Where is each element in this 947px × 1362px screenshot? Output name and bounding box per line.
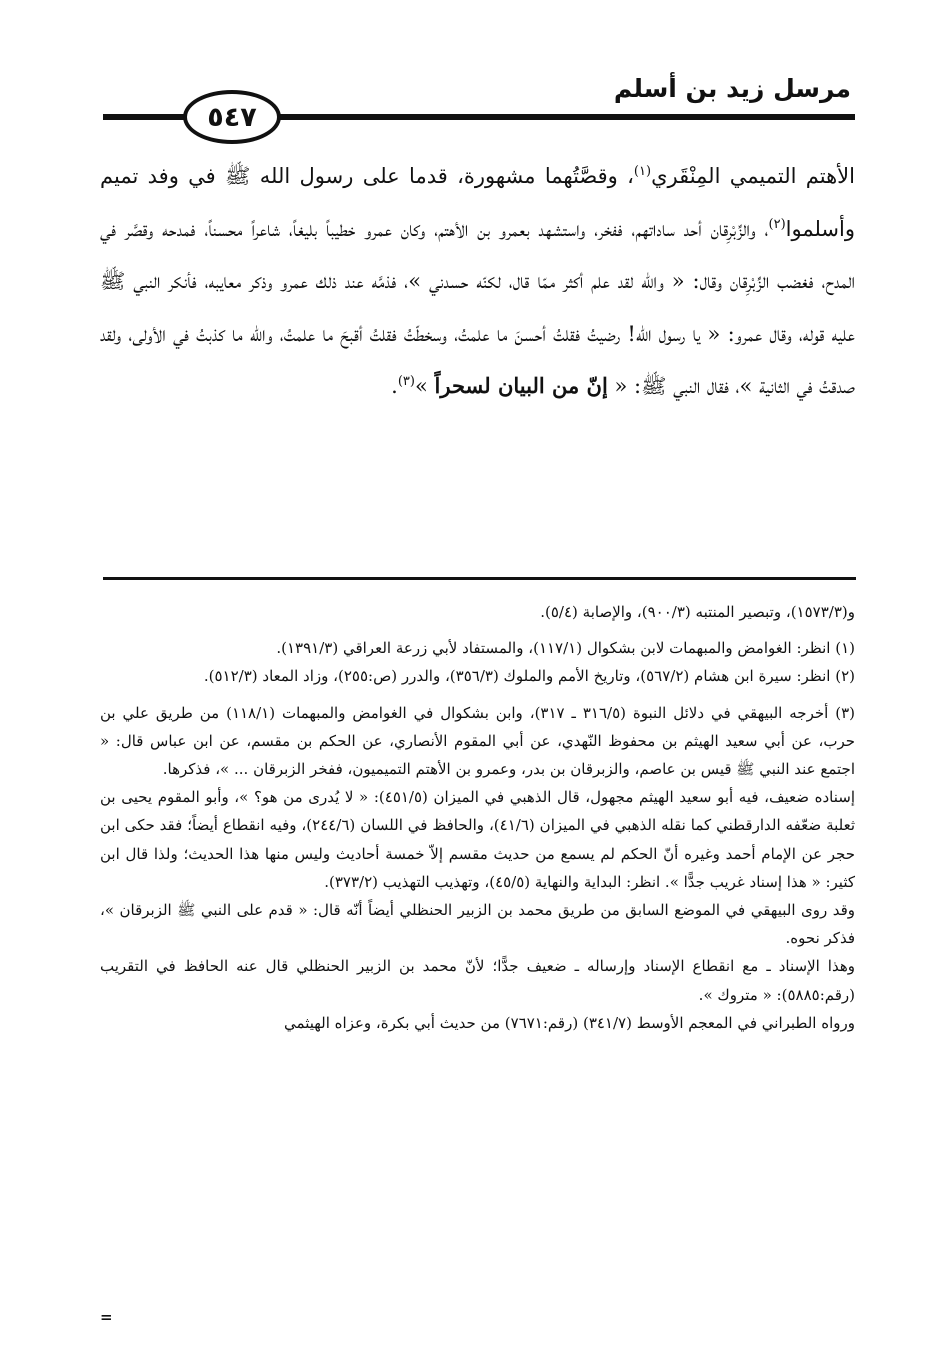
footnote-separator [103,577,856,580]
footnote-3: (٣) أخرجه البيهقي في دلائل النبوة (٣١٦/٥ ـ ٣١٧)، وابن بشكوال في الغوامض والمبهمات (١١٨/١) من طريق علي بن حرب، عن أبي سعيد الهيثم بن محفوظ النّهدي، عن أبي المقوم الأنصاري، عن الحكم بن مقسم، عن ابن عباس قال: « اجتمع عند النبي ﷺ قيس بن عاصم، والزبرقان بن بدر، وعمرو بن الأهتم التميميون، ففخر الزبرقان ... »، فذكرها. [100,703,855,779]
footnote-continuation: و(١٥٧٣/٣)، وتبصير المنتبه (٩٠٠/٣)، والإصابة (٥/٤). [540,603,855,621]
main-paragraph [100,150,855,413]
continuation-mark: = [100,1308,114,1326]
footnote-ref-3[interactable]: (٣) [397,374,415,389]
main-text-part: ، وقصَّتُهما مشهورة، قدما على رسول الله ﷺ في وفد تميم وأسلموا [100,164,855,241]
footnote-3-hadha: وهذا الإسناد ـ مع انقطاع الإسناد وإرساله ـ ضعيف جدًّا؛ لأنّ محمد بن الزبير الحنظلي قال عنه الحافظ في التقريب (رقم:٥٨٨٥): « متروك ». [100,957,855,1004]
main-text-part: ، والزِّبْرِقان أحد ساداتهم، ففخر، واستشهد بعمرو بن الأهتم، وكان عمرو خطيباً بليغاً، شاعراً محسناً، فمدحه وقصَّر في المدح، فغضب الزِّبْرِقان وقال: « والله لقد علم أكثر ممّا قال، لكنّه حسدني »، فذمَّه عند ذلك عمرو وذكر معايبه، فأنكر النبي ﷺ عليه قوله، وقال عمرو: « يا رسول الله! رضيتُ فقلتُ أحسنَ ما علمتُ، وسخطّتُ فقلتُ أقبحَ ما علمتُ، والله ما كذبتُ في الأولى، ولقد صدقتُ في الثانية »، فقال النبي ﷺ: « [100,216,855,398]
footnote-ref-2[interactable]: (٢) [768,216,786,232]
footnote-1: (١) انظر: الغوامض والمبهمات لابن بشكوال (١١٧/١)، والمستفاد لأبي زرعة العراقي (١٣٩١/٣). [276,639,855,658]
footnote-3-tabarani: ورواه الطبراني في المعجم الأوسط (٣٤١/٧) (رقم:٧٦٧١) من حديث أبي بكرة، وعزاه الهيثمي [284,1013,855,1032]
hadith-quote: إنّ من البيان لسحراً [434,373,608,398]
footnote-ref-1[interactable]: (١) [633,164,652,179]
page-number-badge [183,90,281,144]
page-number: ٥٤٧ [207,101,257,133]
main-text-part: » [414,374,428,398]
footnote-2: (٢) انظر: سيرة ابن هشام (٥٦٧/٢)، وتاريخ الأمم والملوك (٣٥٦/٣)، والدرر (ص:٢٥٥)، وزاد المعاد (٥١٢/٣). [203,667,855,686]
main-text-part: . [391,374,398,398]
footnote-3-bayhaqi: وقد روى البيهقي في الموضع السابق من طريق محمد بن الزبير الحنظلي أيضاً أنّه قال: « قدم على النبي ﷺ الزبرقان »، فذكر نحوه. [100,901,855,948]
footnote-3-isnad: إسناده ضعيف، فيه أبو سعيد الهيثم مجهول، قال الذهبي في الميزان (٤٥١/٥): « لا يُدرى من هو؟ »، وأبو المقوم يحيى بن ثعلبة ضعّفه الدارقطني كما نقله الذهبي في الميزان (٤١/٦)، والحافظ في اللسان (٢٤٤/٦)، وفيه انقطاع أيضاً؛ فقد حكى ابن حجر عن الإمام أحمد وغيره أنّ الحكم لم يسمع من حديث مقسم إلاّ خمسة أحاديث وليس منها هذا الحديث؛ ولذا قال ابن كثير: « هذا إسناد غريب جدًّا ». انظر: البداية والنهاية (٤٥/٥)، وتهذيب التهذيب (٣٧٣/٢). [100,788,856,891]
running-title: مرسل زيد بن أسلم [613,74,851,103]
footnotes [100,598,855,1037]
main-text-part: الأهتم التميمي المِنْقَري [651,164,855,188]
